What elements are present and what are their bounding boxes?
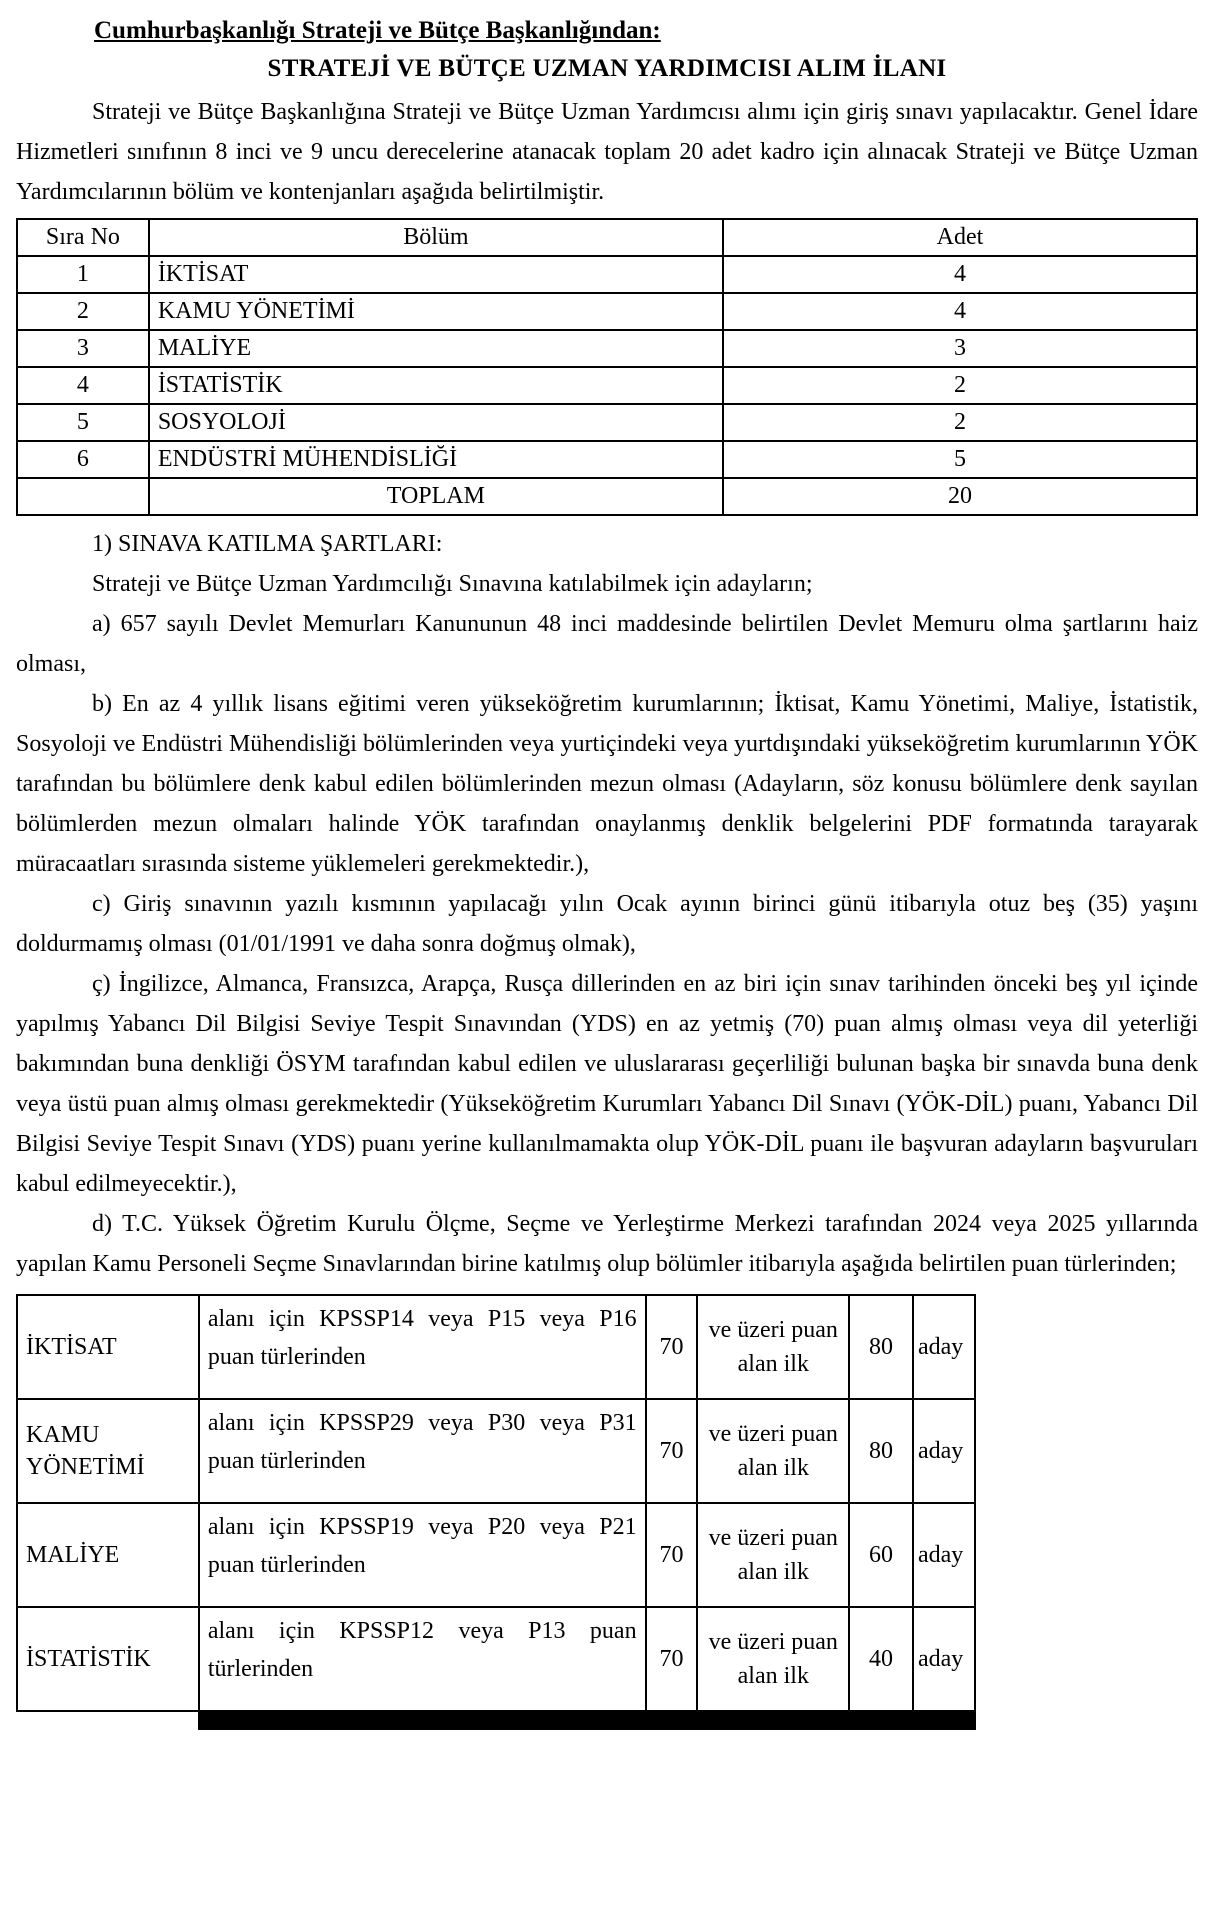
quota-table-header xyxy=(17,219,1197,256)
quota-table xyxy=(16,218,1198,516)
score-cell-unit: aday xyxy=(913,1399,975,1503)
quota-cell-sira: 1 xyxy=(17,256,149,293)
quota-cell-bolum: MALİYE xyxy=(149,330,723,367)
quota-total-spacer xyxy=(17,478,149,515)
doc-main-title: STRATEJİ VE BÜTÇE UZMAN YARDIMCISI ALIM İLANI xyxy=(267,55,947,82)
score-cell-desc: alanı için KPSSP29 veya P30 veya P31 puan türlerinden xyxy=(199,1399,646,1503)
table-row xyxy=(17,1503,975,1607)
score-cell-desc: alanı için KPSSP14 veya P15 veya P16 puan türlerinden xyxy=(199,1295,646,1399)
quota-cell-bolum: KAMU YÖNETİMİ xyxy=(149,293,723,330)
quota-cell-bolum: İSTATİSTİK xyxy=(149,367,723,404)
table-row xyxy=(17,293,1197,330)
score-table xyxy=(16,1294,976,1712)
quota-cell-adet: 4 xyxy=(723,293,1197,330)
quota-header-bolum: Bölüm xyxy=(149,219,723,256)
table-header-row xyxy=(17,219,1197,256)
score-cell-limit: 40 xyxy=(849,1607,913,1711)
score-cell-condition: ve üzeri puan alan ilk xyxy=(697,1295,849,1399)
score-cell-min-score: 70 xyxy=(646,1295,698,1399)
table-row xyxy=(17,367,1197,404)
quota-table-body xyxy=(17,256,1197,515)
table-row xyxy=(17,404,1197,441)
quota-total-row xyxy=(17,478,1197,515)
section-item-cc: ç) İngilizce, Almanca, Fransızca, Arapça, Rusça dillerinden en az biri için sınav tarihinden önceki beş yıl içinde yapılmış Yabancı Dil Bilgisi Seviye Tespit Sınavından (YDS) en az yetmiş (70) puan almış olması veya dil yeterliği bakımından buna denkliği ÖSYM tarafından kabul edilen ve uluslararası geçerliliği bulunan başka bir sınavda buna denk veya üstü puan almış olması gerekmektedir (Yükseköğretim Kurumları Yabancı Dil Sınavı (YÖK-DİL) puanı, Yabancı Dil Bilgisi Seviye Tespit Sınavı (YDS) puanı yerine kullanılmamakta olup YÖK-DİL puanı ile başvuran adayların başvuruları kabul edilmeyecektir.), xyxy=(16,971,1198,1197)
quota-cell-adet: 2 xyxy=(723,367,1197,404)
quota-cell-bolum: İKTİSAT xyxy=(149,256,723,293)
score-cell-dept: İSTATİSTİK xyxy=(17,1607,199,1711)
cut-off-next-row-bar xyxy=(198,1712,976,1730)
score-cell-unit: aday xyxy=(913,1607,975,1711)
section-item-c: c) Giriş sınavının yazılı kısmının yapılacağı yılın Ocak ayının birinci günü itibarıyla otuz beş (35) yaşını doldurmamış olması (01/01/1991 ve daha sonra doğmuş olmak), xyxy=(16,891,1198,957)
section-1-heading: 1) SINAVA KATILMA ŞARTLARI: xyxy=(92,531,443,557)
section-item-d: d) T.C. Yüksek Öğretim Kurulu Ölçme, Seçme ve Yerleştirme Merkezi tarafından 2024 veya 2025 yıllarında yapılan Kamu Personeli Seçme Sınavlarından birine katılmış olup bölümler itibarıyla aşağıda belirtilen puan türlerinden; xyxy=(16,1211,1198,1277)
score-cell-unit: aday xyxy=(913,1295,975,1399)
score-cell-limit: 80 xyxy=(849,1295,913,1399)
score-cell-limit: 60 xyxy=(849,1503,913,1607)
score-cell-dept: MALİYE xyxy=(17,1503,199,1607)
quota-cell-bolum: ENDÜSTRİ MÜHENDİSLİĞİ xyxy=(149,441,723,478)
section-item-b: b) En az 4 yıllık lisans eğitimi veren yükseköğretim kurumlarının; İktisat, Kamu Yönetimi, Maliye, İstatistik, Sosyoloji ve Endüstri Mühendisliği bölümlerinden veya yurtiçindeki veya yurtdışındaki yükseköğretim kurumlarının YÖK tarafından bu bölümlere denk kabul edilen bölümlerinden mezun olması (Adayların, söz konusu bölümlere denk sayılan bölümlerden mezun olmaları halinde YÖK tarafından onaylanmış denklik belgelerini PDF formatında tarayarak müracaatları sırasında sisteme yüklemeleri gerekmektedir.), xyxy=(16,691,1198,877)
score-cell-min-score: 70 xyxy=(646,1399,698,1503)
score-cell-condition: ve üzeri puan alan ilk xyxy=(697,1607,849,1711)
quota-cell-adet: 4 xyxy=(723,256,1197,293)
quota-cell-sira: 5 xyxy=(17,404,149,441)
quota-header-adet: Adet xyxy=(723,219,1197,256)
quota-header-sira-no: Sıra No xyxy=(17,219,149,256)
quota-cell-sira: 3 xyxy=(17,330,149,367)
score-cell-desc: alanı için KPSSP12 veya P13 puan türlerinden xyxy=(199,1607,646,1711)
quota-cell-adet: 2 xyxy=(723,404,1197,441)
score-table-body xyxy=(17,1295,975,1711)
doc-source-line: Cumhurbaşkanlığı Strateji ve Bütçe Başkanlığından: xyxy=(94,17,661,44)
quota-cell-sira: 2 xyxy=(17,293,149,330)
score-cell-limit: 80 xyxy=(849,1399,913,1503)
section-item-a: a) 657 sayılı Devlet Memurları Kanununun 48 inci maddesinde belirtilen Devlet Memuru olma şartlarını haiz olması, xyxy=(16,611,1198,677)
table-row xyxy=(17,256,1197,293)
score-cell-condition: ve üzeri puan alan ilk xyxy=(697,1503,849,1607)
score-cell-condition: ve üzeri puan alan ilk xyxy=(697,1399,849,1503)
table-row xyxy=(17,1295,975,1399)
score-cell-min-score: 70 xyxy=(646,1503,698,1607)
table-row xyxy=(17,1399,975,1503)
quota-cell-bolum: SOSYOLOJİ xyxy=(149,404,723,441)
quota-total-value: 20 xyxy=(723,478,1197,515)
quota-cell-sira: 6 xyxy=(17,441,149,478)
quota-total-label: TOPLAM xyxy=(149,478,723,515)
quota-cell-sira: 4 xyxy=(17,367,149,404)
score-cell-desc: alanı için KPSSP19 veya P20 veya P21 puan türlerinden xyxy=(199,1503,646,1607)
section-1-lead: Strateji ve Bütçe Uzman Yardımcılığı Sınavına katılabilmek için adayların; xyxy=(92,571,813,597)
table-row xyxy=(17,330,1197,367)
score-cell-dept: İKTİSAT xyxy=(17,1295,199,1399)
score-cell-unit: aday xyxy=(913,1503,975,1607)
table-row xyxy=(17,441,1197,478)
score-cell-dept: KAMU YÖNETİMİ xyxy=(17,1399,199,1503)
quota-cell-adet: 5 xyxy=(723,441,1197,478)
score-cell-min-score: 70 xyxy=(646,1607,698,1711)
quota-cell-adet: 3 xyxy=(723,330,1197,367)
intro-paragraph: Strateji ve Bütçe Başkanlığına Strateji ve Bütçe Uzman Yardımcısı alımı için giriş sınavı yapılacaktır. Genel İdare Hizmetleri sınıfının 8 inci ve 9 uncu derecelerine atanacak toplam 20 adet kadro için alınacak Strateji ve Bütçe Uzman Yardımcılarının bölüm ve kontenjanları aşağıda belirtilmiştir. xyxy=(16,99,1198,205)
table-row xyxy=(17,1607,975,1711)
